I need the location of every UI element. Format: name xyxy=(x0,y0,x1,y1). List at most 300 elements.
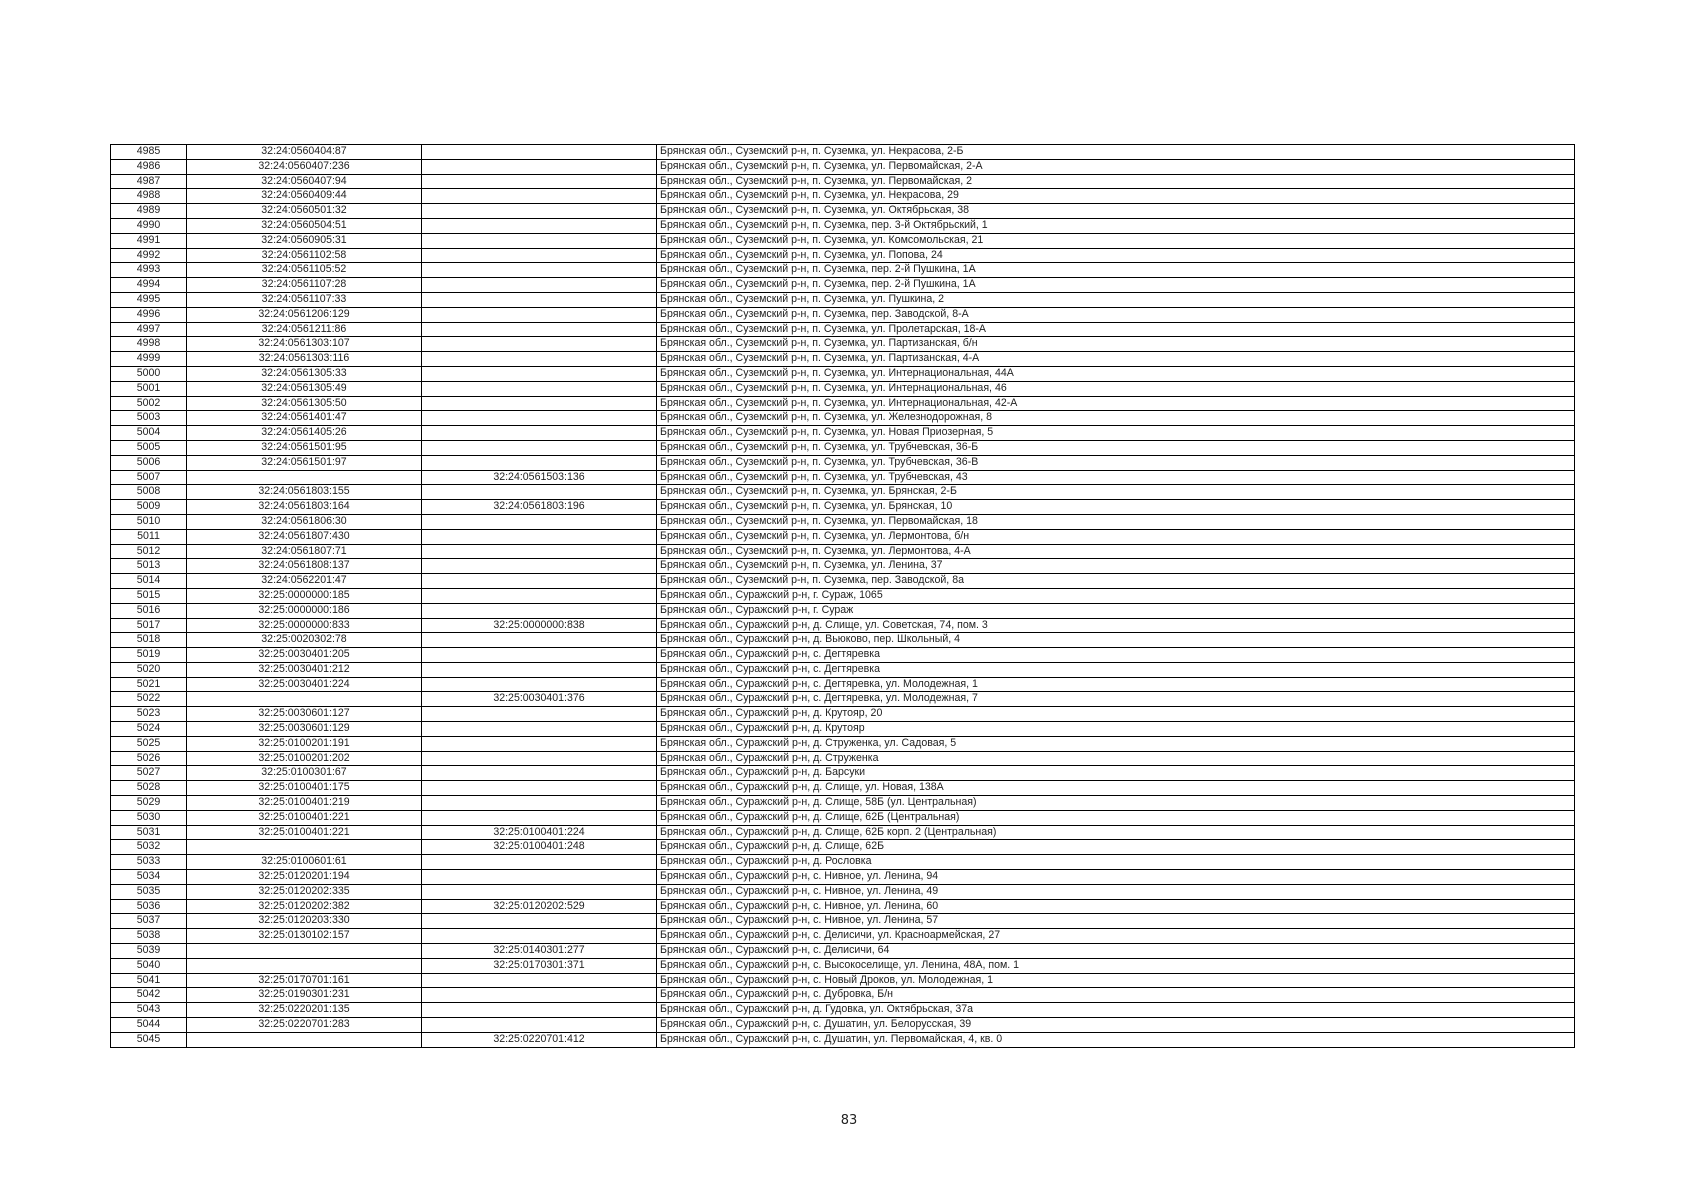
cadastral-number-secondary-cell xyxy=(422,751,657,766)
row-number-cell: 5011 xyxy=(111,529,187,544)
address-cell: Брянская обл., Суземский р-н, п. Суземка, пер. Заводской, 8а xyxy=(657,574,1575,589)
table-row xyxy=(111,633,1575,648)
cadastral-number-cell: 32:25:0100401:219 xyxy=(187,796,422,811)
cadastral-number-secondary-cell xyxy=(422,337,657,352)
cadastral-number-secondary-cell: 32:25:0220701:412 xyxy=(422,1032,657,1047)
table-row xyxy=(111,870,1575,885)
row-number-cell: 5033 xyxy=(111,855,187,870)
table-row xyxy=(111,145,1575,160)
address-cell: Брянская обл., Суземский р-н, п. Суземка, ул. Интернациональная, 44А xyxy=(657,366,1575,381)
table-row xyxy=(111,884,1575,899)
address-cell: Брянская обл., Суземский р-н, п. Суземка, ул. Октябрьская, 38 xyxy=(657,204,1575,219)
cadastral-number-secondary-cell: 32:24:0561503:136 xyxy=(422,470,657,485)
table-row xyxy=(111,292,1575,307)
cadastral-number-secondary-cell xyxy=(422,870,657,885)
table-row xyxy=(111,988,1575,1003)
cadastral-number-secondary-cell: 32:25:0000000:838 xyxy=(422,618,657,633)
address-cell: Брянская обл., Суземский р-н, п. Суземка, ул. Ленина, 37 xyxy=(657,559,1575,574)
address-cell: Брянская обл., Суземский р-н, п. Суземка, пер. 2-й Пушкина, 1А xyxy=(657,263,1575,278)
address-cell: Брянская обл., Суземский р-н, п. Суземка, ул. Партизанская, б/н xyxy=(657,337,1575,352)
address-cell: Брянская обл., Суземский р-н, п. Суземка, ул. Лермонтова, б/н xyxy=(657,529,1575,544)
cadastral-number-secondary-cell xyxy=(422,796,657,811)
table-row xyxy=(111,929,1575,944)
table-row xyxy=(111,514,1575,529)
cadastral-number-cell: 32:24:0561305:50 xyxy=(187,396,422,411)
cadastral-number-secondary-cell: 32:25:0100401:224 xyxy=(422,825,657,840)
row-number-cell: 5018 xyxy=(111,633,187,648)
address-cell: Брянская обл., Суражский р-н, с. Нивное, ул. Ленина, 94 xyxy=(657,870,1575,885)
cadastral-number-cell: 32:24:0560404:87 xyxy=(187,145,422,160)
row-number-cell: 5028 xyxy=(111,781,187,796)
address-cell: Брянская обл., Суземский р-н, п. Суземка, ул. Пушкина, 2 xyxy=(657,292,1575,307)
table-row xyxy=(111,396,1575,411)
cadastral-number-secondary-cell xyxy=(422,218,657,233)
table-row xyxy=(111,662,1575,677)
cadastral-number-cell: 32:24:0561405:26 xyxy=(187,426,422,441)
cadastral-number-secondary-cell xyxy=(422,633,657,648)
cadastral-number-cell: 32:24:0562201:47 xyxy=(187,574,422,589)
address-cell: Брянская обл., Суражский р-н, с. Нивное, ул. Ленина, 49 xyxy=(657,884,1575,899)
table-row xyxy=(111,1018,1575,1033)
cadastral-number-cell: 32:24:0561808:137 xyxy=(187,559,422,574)
row-number-cell: 5038 xyxy=(111,929,187,944)
row-number-cell: 5022 xyxy=(111,692,187,707)
table-row xyxy=(111,958,1575,973)
address-cell: Брянская обл., Суражский р-н, с. Душатин, ул. Белорусская, 39 xyxy=(657,1018,1575,1033)
table-row xyxy=(111,736,1575,751)
row-number-cell: 5032 xyxy=(111,840,187,855)
address-cell: Брянская обл., Суземский р-н, п. Суземка, ул. Интернациональная, 42-А xyxy=(657,396,1575,411)
cadastral-number-secondary-cell xyxy=(422,677,657,692)
address-cell: Брянская обл., Суземский р-н, п. Суземка, ул. Интернациональная, 46 xyxy=(657,381,1575,396)
table-row xyxy=(111,426,1575,441)
row-number-cell: 5024 xyxy=(111,722,187,737)
cadastral-number-secondary-cell xyxy=(422,159,657,174)
address-cell: Брянская обл., Суземский р-н, п. Суземка, ул. Некрасова, 29 xyxy=(657,189,1575,204)
row-number-cell: 5030 xyxy=(111,810,187,825)
table-row xyxy=(111,381,1575,396)
cadastral-number-cell: 32:25:0100201:191 xyxy=(187,736,422,751)
address-cell: Брянская обл., Суражский р-н, д. Слище, 62Б (Центральная) xyxy=(657,810,1575,825)
table-row xyxy=(111,322,1575,337)
row-number-cell: 4998 xyxy=(111,337,187,352)
row-number-cell: 5020 xyxy=(111,662,187,677)
cadastral-number-secondary-cell: 32:24:0561803:196 xyxy=(422,500,657,515)
address-cell: Брянская обл., Суземский р-н, п. Суземка, ул. Брянская, 10 xyxy=(657,500,1575,515)
address-cell: Брянская обл., Суземский р-н, п. Суземка, ул. Партизанская, 4-А xyxy=(657,352,1575,367)
cadastral-number-secondary-cell xyxy=(422,322,657,337)
table-row xyxy=(111,781,1575,796)
address-cell: Брянская обл., Суземский р-н, п. Суземка, ул. Трубчевская, 43 xyxy=(657,470,1575,485)
table-row xyxy=(111,248,1575,263)
cadastral-number-secondary-cell xyxy=(422,574,657,589)
address-cell: Брянская обл., Суражский р-н, д. Слище, ул. Новая, 138А xyxy=(657,781,1575,796)
cadastral-number-cell: 32:24:0561305:33 xyxy=(187,366,422,381)
address-cell: Брянская обл., Суражский р-н, с. Делисичи, ул. Красноармейская, 27 xyxy=(657,929,1575,944)
table-row xyxy=(111,411,1575,426)
row-number-cell: 4985 xyxy=(111,145,187,160)
row-number-cell: 5009 xyxy=(111,500,187,515)
cadastral-number-cell: 32:25:0120202:335 xyxy=(187,884,422,899)
cadastral-number-cell: 32:25:0120203:330 xyxy=(187,914,422,929)
row-number-cell: 5025 xyxy=(111,736,187,751)
address-cell: Брянская обл., Суражский р-н, с. Дегтяревка xyxy=(657,662,1575,677)
cadastral-number-cell: 32:25:0100201:202 xyxy=(187,751,422,766)
table-row xyxy=(111,796,1575,811)
cadastral-number-secondary-cell: 32:25:0120202:529 xyxy=(422,899,657,914)
row-number-cell: 5014 xyxy=(111,574,187,589)
address-cell: Брянская обл., Суражский р-н, с. Дубровка, Б/н xyxy=(657,988,1575,1003)
address-cell: Брянская обл., Суражский р-н, с. Нивное, ул. Ленина, 60 xyxy=(657,899,1575,914)
table-row xyxy=(111,366,1575,381)
cadastral-number-cell: 32:24:0561803:164 xyxy=(187,500,422,515)
cadastral-number-secondary-cell xyxy=(422,707,657,722)
table-row xyxy=(111,440,1575,455)
table-row xyxy=(111,751,1575,766)
cadastral-number-cell: 32:24:0561105:52 xyxy=(187,263,422,278)
cadastral-number-secondary-cell xyxy=(422,381,657,396)
cadastral-number-cell: 32:24:0561401:47 xyxy=(187,411,422,426)
address-cell: Брянская обл., Суражский р-н, д. Вьюково, пер. Школьный, 4 xyxy=(657,633,1575,648)
row-number-cell: 5021 xyxy=(111,677,187,692)
row-number-cell: 4996 xyxy=(111,307,187,322)
address-cell: Брянская обл., Суражский р-н, д. Струженка xyxy=(657,751,1575,766)
cadastral-number-secondary-cell xyxy=(422,352,657,367)
cadastral-number-secondary-cell xyxy=(422,781,657,796)
address-cell: Брянская обл., Суземский р-н, п. Суземка, ул. Трубчевская, 36-В xyxy=(657,455,1575,470)
cadastral-number-cell: 32:25:0030401:224 xyxy=(187,677,422,692)
cadastral-number-cell xyxy=(187,958,422,973)
row-number-cell: 5039 xyxy=(111,944,187,959)
table-row xyxy=(111,470,1575,485)
address-cell: Брянская обл., Суземский р-н, п. Суземка, пер. Заводской, 8-А xyxy=(657,307,1575,322)
address-cell: Брянская обл., Суземский р-н, п. Суземка, ул. Железнодорожная, 8 xyxy=(657,411,1575,426)
cadastral-number-cell: 32:24:0561303:116 xyxy=(187,352,422,367)
cadastral-number-secondary-cell xyxy=(422,248,657,263)
row-number-cell: 5023 xyxy=(111,707,187,722)
page-number: 83 xyxy=(840,1113,858,1128)
cadastral-number-cell: 32:24:0561211:86 xyxy=(187,322,422,337)
table-row xyxy=(111,159,1575,174)
table-row xyxy=(111,204,1575,219)
cadastral-number-secondary-cell xyxy=(422,648,657,663)
row-number-cell: 5031 xyxy=(111,825,187,840)
address-cell: Брянская обл., Суражский р-н, г. Сураж xyxy=(657,603,1575,618)
table-row xyxy=(111,218,1575,233)
row-number-cell: 5026 xyxy=(111,751,187,766)
address-cell: Брянская обл., Суземский р-н, п. Суземка, ул. Пролетарская, 18-А xyxy=(657,322,1575,337)
row-number-cell: 4994 xyxy=(111,278,187,293)
row-number-cell: 4991 xyxy=(111,233,187,248)
row-number-cell: 5019 xyxy=(111,648,187,663)
cadastral-number-cell: 32:25:0100401:175 xyxy=(187,781,422,796)
cadastral-number-cell xyxy=(187,840,422,855)
cadastral-number-cell: 32:25:0100601:61 xyxy=(187,855,422,870)
address-cell: Брянская обл., Суражский р-н, д. Рословка xyxy=(657,855,1575,870)
table-row xyxy=(111,855,1575,870)
table-row xyxy=(111,574,1575,589)
table-row xyxy=(111,618,1575,633)
cadastral-number-secondary-cell xyxy=(422,1018,657,1033)
cadastral-number-cell: 32:25:0220201:135 xyxy=(187,1003,422,1018)
table-row xyxy=(111,692,1575,707)
row-number-cell: 5004 xyxy=(111,426,187,441)
table-body xyxy=(111,145,1575,1048)
row-number-cell: 4989 xyxy=(111,204,187,219)
table-row xyxy=(111,337,1575,352)
address-cell: Брянская обл., Суражский р-н, д. Крутояр, 20 xyxy=(657,707,1575,722)
cadastral-number-cell: 32:24:0560501:32 xyxy=(187,204,422,219)
cadastral-number-cell: 32:24:0561807:430 xyxy=(187,529,422,544)
row-number-cell: 5040 xyxy=(111,958,187,973)
cadastral-number-cell: 32:24:0561303:107 xyxy=(187,337,422,352)
cadastral-number-cell: 32:24:0561501:95 xyxy=(187,440,422,455)
cadastral-number-cell: 32:24:0560409:44 xyxy=(187,189,422,204)
cadastral-number-cell: 32:24:0560407:236 xyxy=(187,159,422,174)
table-row xyxy=(111,677,1575,692)
row-number-cell: 5006 xyxy=(111,455,187,470)
row-number-cell: 5001 xyxy=(111,381,187,396)
row-number-cell: 4992 xyxy=(111,248,187,263)
cadastral-number-cell: 32:25:0000000:185 xyxy=(187,588,422,603)
row-number-cell: 4999 xyxy=(111,352,187,367)
cadastral-number-secondary-cell: 32:25:0140301:277 xyxy=(422,944,657,959)
table-row xyxy=(111,588,1575,603)
cadastral-number-secondary-cell xyxy=(422,145,657,160)
row-number-cell: 5008 xyxy=(111,485,187,500)
address-cell: Брянская обл., Суземский р-н, п. Суземка, ул. Трубчевская, 36-Б xyxy=(657,440,1575,455)
address-cell: Брянская обл., Суражский р-н, д. Слище, ул. Советская, 74, пом. 3 xyxy=(657,618,1575,633)
row-number-cell: 5007 xyxy=(111,470,187,485)
cadastral-number-cell: 32:24:0561501:97 xyxy=(187,455,422,470)
cadastral-number-cell xyxy=(187,1032,422,1047)
table-row xyxy=(111,603,1575,618)
row-number-cell: 5043 xyxy=(111,1003,187,1018)
table-row xyxy=(111,485,1575,500)
table-row xyxy=(111,544,1575,559)
cadastral-number-secondary-cell xyxy=(422,736,657,751)
cadastral-number-secondary-cell xyxy=(422,307,657,322)
cadastral-number-cell: 32:25:0120202:382 xyxy=(187,899,422,914)
table-row xyxy=(111,973,1575,988)
cadastral-number-secondary-cell xyxy=(422,292,657,307)
address-cell: Брянская обл., Суражский р-н, с. Дегтяревка xyxy=(657,648,1575,663)
row-number-cell: 4987 xyxy=(111,174,187,189)
cadastral-number-secondary-cell xyxy=(422,514,657,529)
table-row xyxy=(111,766,1575,781)
cadastral-number-secondary-cell xyxy=(422,884,657,899)
table-row xyxy=(111,899,1575,914)
cadastral-number-cell: 32:25:0030401:212 xyxy=(187,662,422,677)
row-number-cell: 4990 xyxy=(111,218,187,233)
cadastral-number-secondary-cell xyxy=(422,588,657,603)
cadastral-number-secondary-cell xyxy=(422,426,657,441)
table-row xyxy=(111,707,1575,722)
cadastral-number-secondary-cell xyxy=(422,174,657,189)
cadastral-number-cell: 32:25:0030601:127 xyxy=(187,707,422,722)
table-row xyxy=(111,307,1575,322)
address-cell: Брянская обл., Суражский р-н, с. Новый Дроков, ул. Молодежная, 1 xyxy=(657,973,1575,988)
cadastral-number-secondary-cell xyxy=(422,529,657,544)
cadastral-number-cell: 32:25:0190301:231 xyxy=(187,988,422,1003)
cadastral-number-cell xyxy=(187,470,422,485)
cadastral-number-secondary-cell xyxy=(422,189,657,204)
cadastral-number-secondary-cell xyxy=(422,1003,657,1018)
cadastral-number-secondary-cell xyxy=(422,440,657,455)
cadastral-number-secondary-cell xyxy=(422,973,657,988)
cadastral-number-secondary-cell xyxy=(422,929,657,944)
address-cell: Брянская обл., Суражский р-н, д. Крутояр xyxy=(657,722,1575,737)
table-row xyxy=(111,1003,1575,1018)
row-number-cell: 5037 xyxy=(111,914,187,929)
table-row xyxy=(111,914,1575,929)
cadastral-number-secondary-cell: 32:25:0100401:248 xyxy=(422,840,657,855)
row-number-cell: 4993 xyxy=(111,263,187,278)
cadastral-number-secondary-cell: 32:25:0170301:371 xyxy=(422,958,657,973)
cadastral-number-secondary-cell xyxy=(422,278,657,293)
cadastral-number-cell: 32:25:0220701:283 xyxy=(187,1018,422,1033)
address-cell: Брянская обл., Суземский р-н, п. Суземка, ул. Брянская, 2-Б xyxy=(657,485,1575,500)
table-row xyxy=(111,529,1575,544)
cadastral-number-secondary-cell xyxy=(422,855,657,870)
row-number-cell: 4988 xyxy=(111,189,187,204)
address-cell: Брянская обл., Суземский р-н, п. Суземка, ул. Попова, 24 xyxy=(657,248,1575,263)
cadastral-number-cell xyxy=(187,692,422,707)
table-row xyxy=(111,352,1575,367)
address-cell: Брянская обл., Суземский р-н, п. Суземка, пер. 2-й Пушкина, 1А xyxy=(657,278,1575,293)
row-number-cell: 5003 xyxy=(111,411,187,426)
address-cell: Брянская обл., Суражский р-н, с. Душатин, ул. Первомайская, 4, кв. 0 xyxy=(657,1032,1575,1047)
cadastral-number-secondary-cell xyxy=(422,722,657,737)
address-cell: Брянская обл., Суражский р-н, д. Струженка, ул. Садовая, 5 xyxy=(657,736,1575,751)
cadastral-number-cell: 32:24:0561107:33 xyxy=(187,292,422,307)
table-row xyxy=(111,233,1575,248)
address-cell: Брянская обл., Суражский р-н, д. Гудовка, ул. Октябрьская, 37а xyxy=(657,1003,1575,1018)
cadastral-number-cell: 32:24:0560504:51 xyxy=(187,218,422,233)
table-row xyxy=(111,455,1575,470)
table-row xyxy=(111,722,1575,737)
address-cell: Брянская обл., Суземский р-н, п. Суземка, ул. Лермонтова, 4-А xyxy=(657,544,1575,559)
row-number-cell: 5005 xyxy=(111,440,187,455)
address-cell: Брянская обл., Суземский р-н, п. Суземка, ул. Новая Приозерная, 5 xyxy=(657,426,1575,441)
address-cell: Брянская обл., Суземский р-н, п. Суземка, ул. Первомайская, 2 xyxy=(657,174,1575,189)
cadastral-number-cell: 32:24:0561807:71 xyxy=(187,544,422,559)
cadastral-number-secondary-cell xyxy=(422,988,657,1003)
cadastral-number-secondary-cell xyxy=(422,455,657,470)
cadastral-number-cell xyxy=(187,944,422,959)
address-cell: Брянская обл., Суражский р-н, с. Высокоселище, ул. Ленина, 48А, пом. 1 xyxy=(657,958,1575,973)
row-number-cell: 5035 xyxy=(111,884,187,899)
cadastral-number-secondary-cell xyxy=(422,233,657,248)
table-row xyxy=(111,278,1575,293)
table-row xyxy=(111,559,1575,574)
table-row xyxy=(111,944,1575,959)
cadastral-number-secondary-cell xyxy=(422,263,657,278)
cadastral-number-secondary-cell: 32:25:0030401:376 xyxy=(422,692,657,707)
row-number-cell: 5041 xyxy=(111,973,187,988)
table-row xyxy=(111,263,1575,278)
cadastral-number-secondary-cell xyxy=(422,810,657,825)
cadastral-number-cell: 32:24:0560905:31 xyxy=(187,233,422,248)
cadastral-number-cell: 32:24:0561806:30 xyxy=(187,514,422,529)
cadastral-number-secondary-cell xyxy=(422,559,657,574)
cadastral-number-secondary-cell xyxy=(422,603,657,618)
cadastral-number-cell: 32:25:0020302:78 xyxy=(187,633,422,648)
address-cell: Брянская обл., Суражский р-н, с. Дегтяревка, ул. Молодежная, 7 xyxy=(657,692,1575,707)
property-table xyxy=(110,144,1575,1048)
cadastral-number-cell: 32:24:0561107:28 xyxy=(187,278,422,293)
cadastral-number-cell: 32:25:0000000:833 xyxy=(187,618,422,633)
address-cell: Брянская обл., Суражский р-н, д. Слище, 62Б xyxy=(657,840,1575,855)
row-number-cell: 5029 xyxy=(111,796,187,811)
cadastral-number-secondary-cell xyxy=(422,396,657,411)
address-cell: Брянская обл., Суражский р-н, с. Нивное, ул. Ленина, 57 xyxy=(657,914,1575,929)
cadastral-number-cell: 32:25:0170701:161 xyxy=(187,973,422,988)
table-row xyxy=(111,1032,1575,1047)
table-row xyxy=(111,174,1575,189)
address-cell: Брянская обл., Суземский р-н, п. Суземка, ул. Первомайская, 18 xyxy=(657,514,1575,529)
address-cell: Брянская обл., Суражский р-н, с. Дегтяревка, ул. Молодежная, 1 xyxy=(657,677,1575,692)
table-row xyxy=(111,840,1575,855)
cadastral-number-secondary-cell xyxy=(422,766,657,781)
row-number-cell: 5010 xyxy=(111,514,187,529)
table-row xyxy=(111,189,1575,204)
address-cell: Брянская обл., Суражский р-н, с. Делисичи, 64 xyxy=(657,944,1575,959)
address-cell: Брянская обл., Суземский р-н, п. Суземка, ул. Некрасова, 2-Б xyxy=(657,145,1575,160)
cadastral-number-cell: 32:24:0561206:129 xyxy=(187,307,422,322)
row-number-cell: 4997 xyxy=(111,322,187,337)
cadastral-number-cell: 32:25:0120201:194 xyxy=(187,870,422,885)
row-number-cell: 5034 xyxy=(111,870,187,885)
cadastral-number-secondary-cell xyxy=(422,662,657,677)
cadastral-number-cell: 32:24:0561305:49 xyxy=(187,381,422,396)
row-number-cell: 5016 xyxy=(111,603,187,618)
cadastral-number-cell: 32:25:0100301:67 xyxy=(187,766,422,781)
cadastral-number-secondary-cell xyxy=(422,914,657,929)
cadastral-number-cell: 32:25:0030401:205 xyxy=(187,648,422,663)
table-row xyxy=(111,500,1575,515)
address-cell: Брянская обл., Суражский р-н, д. Слище, 62Б корп. 2 (Центральная) xyxy=(657,825,1575,840)
row-number-cell: 5042 xyxy=(111,988,187,1003)
address-cell: Брянская обл., Суражский р-н, г. Сураж, 1065 xyxy=(657,588,1575,603)
cadastral-number-cell: 32:25:0100401:221 xyxy=(187,825,422,840)
address-cell: Брянская обл., Суземский р-н, п. Суземка, ул. Первомайская, 2-А xyxy=(657,159,1575,174)
row-number-cell: 5017 xyxy=(111,618,187,633)
cadastral-number-secondary-cell xyxy=(422,366,657,381)
row-number-cell: 5036 xyxy=(111,899,187,914)
row-number-cell: 5044 xyxy=(111,1018,187,1033)
cadastral-number-secondary-cell xyxy=(422,411,657,426)
cadastral-number-cell: 32:25:0000000:186 xyxy=(187,603,422,618)
row-number-cell: 5012 xyxy=(111,544,187,559)
cadastral-number-cell: 32:25:0100401:221 xyxy=(187,810,422,825)
row-number-cell: 5027 xyxy=(111,766,187,781)
row-number-cell: 5000 xyxy=(111,366,187,381)
cadastral-number-cell: 32:25:0130102:157 xyxy=(187,929,422,944)
table-row xyxy=(111,648,1575,663)
cadastral-number-secondary-cell xyxy=(422,485,657,500)
cadastral-number-cell: 32:25:0030601:129 xyxy=(187,722,422,737)
cadastral-number-secondary-cell xyxy=(422,544,657,559)
address-cell: Брянская обл., Суземский р-н, п. Суземка, пер. 3-й Октябрьский, 1 xyxy=(657,218,1575,233)
cadastral-number-cell: 32:24:0561102:58 xyxy=(187,248,422,263)
row-number-cell: 5015 xyxy=(111,588,187,603)
row-number-cell: 4986 xyxy=(111,159,187,174)
table-row xyxy=(111,810,1575,825)
table-row xyxy=(111,825,1575,840)
row-number-cell: 5045 xyxy=(111,1032,187,1047)
address-cell: Брянская обл., Суражский р-н, д. Слище, 58Б (ул. Центральная) xyxy=(657,796,1575,811)
